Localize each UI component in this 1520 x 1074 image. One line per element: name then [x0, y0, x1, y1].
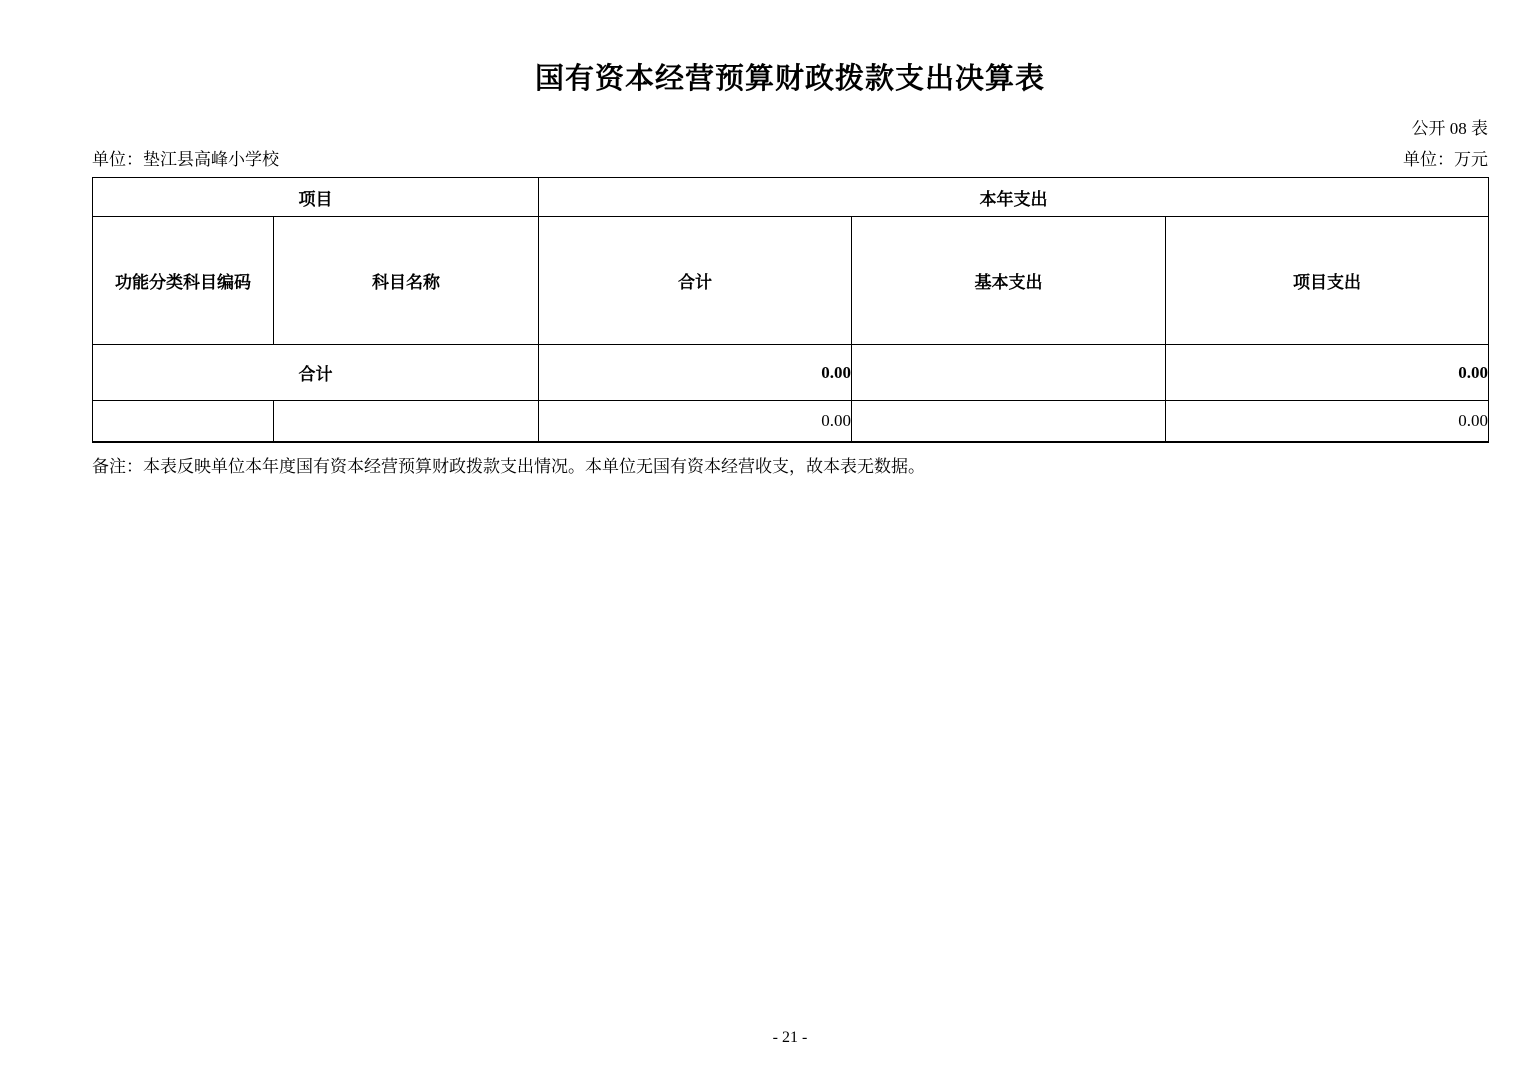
header-group-current-year-expenditure: 本年支出 [539, 178, 1489, 217]
total-row-project-value: 0.00 [1166, 345, 1489, 401]
footnote: 备注：本表反映单位本年度国有资本经营预算财政拨款支出情况。本单位无国有资本经营收支，故本表无数据。 [92, 457, 925, 476]
detail-row-code [93, 401, 274, 443]
detail-row-project-value: 0.00 [1166, 401, 1489, 443]
page-title: 国有资本经营预算财政拨款支出决算表 [534, 63, 1045, 95]
document-content [92, 0, 1488, 477]
unit-name-label: 单位：垫江县高峰小学校 [92, 150, 279, 169]
table-row-total [93, 345, 1489, 401]
header-project-expenditure: 项目支出 [1166, 217, 1489, 345]
total-row-total-value: 0.00 [539, 345, 852, 401]
table-header-columns-row [93, 217, 1489, 345]
header-total: 合计 [539, 217, 852, 345]
detail-row-name [274, 401, 539, 443]
header-functional-code: 功能分类科目编码 [93, 217, 274, 345]
detail-row-total-value: 0.00 [539, 401, 852, 443]
table-header-group-row [93, 178, 1489, 217]
total-row-basic-value [852, 345, 1166, 401]
header-subject-name: 科目名称 [274, 217, 539, 345]
detail-row-basic-value [852, 401, 1166, 443]
table-row-detail [93, 401, 1489, 443]
expenditure-table [92, 177, 1489, 443]
total-row-label: 合计 [93, 345, 539, 401]
header-group-project: 项目 [93, 178, 539, 217]
table-code-label: 公开 08 表 [1411, 119, 1488, 138]
header-basic-expenditure: 基本支出 [852, 217, 1166, 345]
unit-measure-label: 单位：万元 [1403, 150, 1488, 169]
meta-row [92, 149, 1488, 170]
page-number: - 21 - [772, 1029, 808, 1046]
